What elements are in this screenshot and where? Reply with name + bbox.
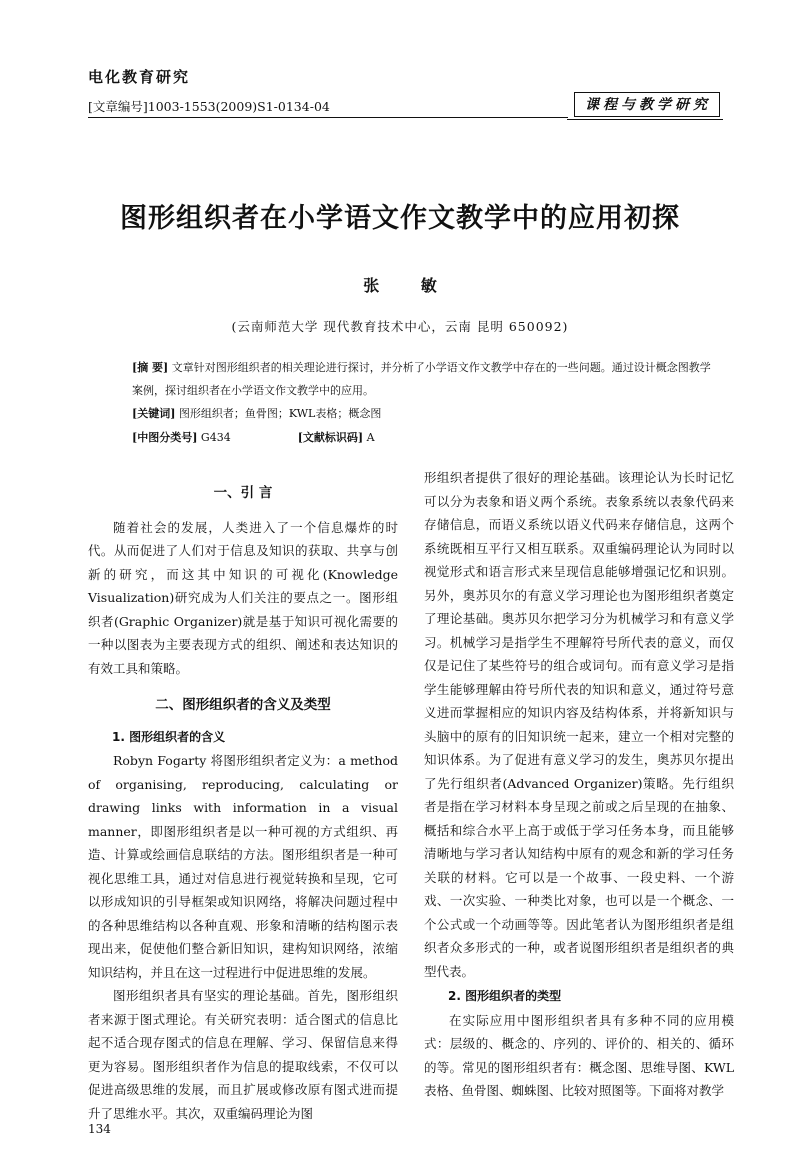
paragraph: 随着社会的发展，人类进入了一个信息爆炸的时代。从而促进了人们对于信息及知识的获取、共享与创新的研究，而这其中知识的可视化(Knowledge Visualization)研究成为人们关注的要点之一。图形组织者(Graphic Organizer)就是基于知识可视化需要的一种以图表为主要表现方式的组织、阐述和表达知识的有效工具和策略。 [88,519,398,676]
section-heading-definition: 二、图形组织者的含义及类型 [155,697,331,713]
abstract-text: 文章针对图形组织者的相关理论进行探讨，并分析了小学语文作文教学中存在的一些问题。通过设计概念图教学案例，探讨组织者在小学语文作文教学中的应用。 [132,361,711,397]
keywords [132,402,712,425]
clc-value: G434 [200,431,231,444]
keywords-text: 图形组织者；鱼骨图；KWL表格；概念图 [178,407,382,420]
author: 张 敏 [363,276,455,295]
abstract [132,356,712,402]
clc-label: [中图分类号] [132,431,198,444]
keywords-label: [关键词] [132,407,176,420]
right-column [424,466,734,1103]
paragraph: 形组织者提供了很好的理论基础。该理论认为长时记忆可以分为表象和语义两个系统。表象系统以表象代码来存储信息，而语义系统以语义代码来存储信息，这两个系统既相互平行又相互联系。双重编码理论认为同时以视觉形式和语言形式来呈现信息能够增强记忆和识别。另外，奥苏贝尔的有意义学习理论也为图形组织者奠定了理论基础。奥苏贝尔把学习分为机械学习和有意义学习。机械学习是指学生不理解符号所代表的意义，而仅仅是记住了某些符号的组合或词句。而有意义学习是指学生能够理解由符号所代表的知识和意义，通过符号意义进而掌握相应的知识内容及结构体系，并将新知识与头脑中的原有的旧知识统一起来，建立一个相对完整的知识体系。为了促进有意义学习的发生，奥苏贝尔提出了先行组织者(Advanced Organizer)策略。先行组织者是指在学习材料本身呈现之前或之后呈现的在抽象、概括和综合水平上高于或低于学习任务本身，而且能够清晰地与学习者认知结构中原有的观念和新的学习任务关联的材料。它可以是一个故事、一段史料、一个游戏、一次实验、一种类比对象，也可以是一个概念、一个公式或一个动画等等。因此笔者认为图形组织者是组织者众多形式的一种，或者说图形组织者是组织者的典型代表。 [424,470,734,979]
abstract-label: [摘 要] [132,361,169,374]
journal-name: 电化教育研究 [88,68,191,86]
paragraph: 图形组织者具有坚实的理论基础。首先，图形组织者来源于图式理论。有关研究表明：适合图式的信息比起不适合现存图式的信息在理解、学习、保留信息来得更为容易。图形组织者作为信息的提取线索，不仅可以促进高级思维的发展，而且扩展或修改原有图式进而提升了思维水平。其次，双重编码理论为图 [88,988,398,1121]
subsection-heading-types: 2. 图形组织者的类型 [448,989,562,1003]
article-number: [文章编号]1003-1553(2009)S1-0134-04 [88,97,568,118]
column-tag: 课程与教学研究 [574,92,720,117]
doc-code-label: [文献标识码] [297,431,364,444]
section-heading-introduction: 一、引 言 [213,485,273,501]
left-column [88,466,398,1125]
page-number: 134 [88,1122,111,1136]
classification [132,426,712,449]
affiliation: (云南师范大学 现代教育技术中心，云南 昆明 650092) [231,319,569,334]
paragraph: 在实际应用中图形组织者具有多种不同的应用模式：层级的、概念的、序列的、评价的、相关的、循环的等。常见的图形组织者有：概念图、思维导图、KWL表格、鱼骨图、蜘蛛图、比较对照图等。下面将对教学 [424,1012,734,1098]
doc-code-value: A [366,431,375,444]
paragraph: Robyn Fogarty 将图形组织者定义为：a method of organising, reproducing, calculating or drawing links with information in a visual manner，即图形组织者是以一种可视的方式组织、再造、计算或绘画信息联结的方法。图形组织者是一种可视化思维工具，通过对信息进行视觉转换和呈现，它可以形成知识的引导框架或知识网络，将解决问题过程中的各种思维结构以各种直观、形象和清晰的结构图示表现出来，促使他们整合新旧知识，建构知识网络，浓缩知识结构，并且在这一过程进行中促进思维的发展。 [88,753,398,980]
subsection-heading-meaning: 1. 图形组织者的含义 [112,729,226,744]
article-title: 图形组织者在小学语文作文教学中的应用初探 [120,203,680,234]
